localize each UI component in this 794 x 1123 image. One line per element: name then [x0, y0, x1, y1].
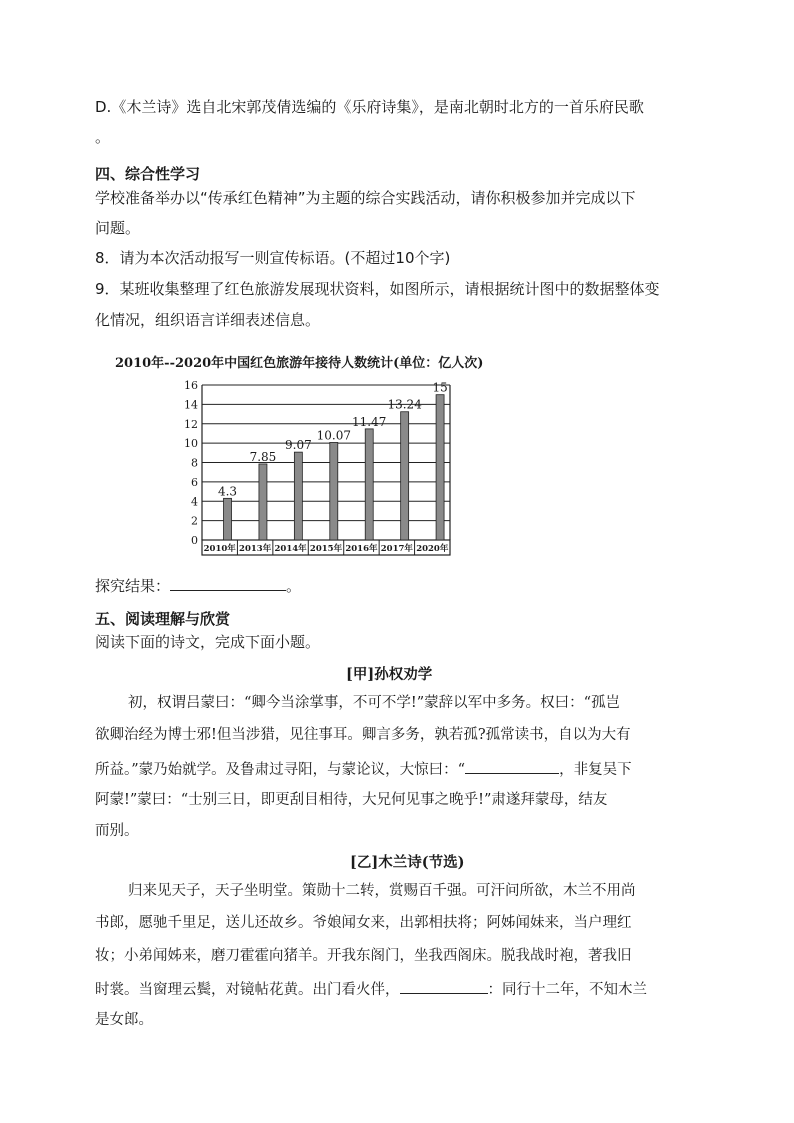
result-blank[interactable] — [170, 575, 286, 591]
passage-a-line-1: 初，权谓吕蒙曰：“卿今当涂掌事，不可不学!”蒙辞以军中多务。权曰：“孤岂 — [128, 695, 621, 711]
passage-b-line-1: 归来见天子，天子坐明堂。策勋十二转，赏赐百千强。可汗问所欲，木兰不用尚 — [128, 883, 636, 899]
passage-a-line-3 — [95, 758, 632, 780]
section-4-intro-1: 学校准备举办以“传承红色精神”为主题的综合实践活动，请你积极参加并完成以下 — [95, 189, 636, 207]
passage-b-line-2: 书郎，愿驰千里足，送儿还故乡。爷娘闻女来，出郭相扶将；阿姊闻妹来，当户理红 — [95, 915, 632, 931]
x-tick-label: 2015年 — [309, 544, 343, 554]
y-tick-label: 2 — [191, 514, 198, 528]
bar — [365, 429, 373, 540]
x-tick-label: 2016年 — [345, 544, 378, 554]
bar — [224, 498, 232, 540]
result-end: 。 — [286, 577, 302, 595]
data-label: 7.85 — [249, 449, 277, 464]
y-tick-label: 10 — [184, 437, 198, 451]
passage-b-line-4 — [95, 978, 647, 1000]
data-label: 11.47 — [352, 414, 387, 429]
y-tick-label: 0 — [191, 534, 198, 547]
data-label: 9.07 — [285, 438, 312, 453]
data-label: 13.24 — [387, 397, 422, 412]
option-d-line-2: 。 — [95, 128, 111, 146]
passage-b-line-4-text: 时裳。当窗理云鬓，对镜帖花黄。出门看火伴， — [95, 982, 400, 998]
y-tick-label: 6 — [191, 475, 198, 489]
passage-a-line-4: 阿蒙!”蒙曰：“士别三日，即更刮目相待，大兄何见事之晚乎!”肃遂拜蒙母，结友 — [95, 792, 608, 808]
bar — [294, 452, 302, 540]
question-9-line-2: 化情况，组织语言详细表述信息。 — [95, 311, 321, 329]
section-5-title: 五、阅读理解与欣赏 — [95, 610, 231, 628]
x-tick-label: 2013年 — [239, 544, 272, 554]
y-tick-label: 8 — [191, 456, 198, 470]
question-9-line-1: 9．某班收集整理了红色旅游发展现状资料，如图所示，请根据统计图中的数据整体变 — [95, 280, 660, 298]
passage-b-line-4-end: ：同行十二年，不知木兰 — [487, 982, 647, 998]
y-tick-label: 14 — [184, 398, 198, 412]
passage-a-line-2: 欲卿治经为博士邪!但当涉猎，见往事耳。卿言多务，孰若孤?孤常读书，自以为大有 — [95, 727, 631, 743]
x-tick-label: 2010年 — [203, 544, 236, 554]
passage-b-line-3: 妆；小弟闻姊来，磨刀霍霍向猪羊。开我东阁门，坐我西阁床。脱我战时袍，著我旧 — [95, 948, 632, 964]
passage-a-line-5: 而别。 — [95, 823, 139, 839]
data-label: 15 — [432, 380, 448, 395]
result-label: 探究结果： — [95, 577, 171, 595]
option-d-line-1: D.《木兰诗》选自北宋郭茂倩选编的《乐府诗集》，是南北朝时北方的一首乐府民歌 — [95, 98, 644, 116]
passage-a-title: [甲]孙权劝学 — [346, 666, 433, 683]
x-tick-label: 2017年 — [380, 544, 413, 554]
section-4-title: 四、综合性学习 — [95, 165, 201, 183]
bar — [401, 412, 409, 540]
bar-chart — [95, 340, 555, 565]
data-label: 4.3 — [217, 484, 238, 499]
result-line — [95, 575, 301, 596]
section-5-intro: 阅读下面的诗文，完成下面小题。 — [95, 633, 321, 651]
section-4-intro-2: 问题。 — [95, 219, 141, 237]
passage-b-blank[interactable] — [400, 978, 488, 994]
x-tick-label: 2020年 — [416, 544, 449, 554]
bar — [259, 464, 267, 540]
bar — [330, 442, 338, 540]
data-label: 10.07 — [316, 428, 351, 443]
y-tick-label: 12 — [184, 417, 198, 431]
passage-a-line-3-text: 所益。”蒙乃始就学。及鲁肃过寻阳，与蒙论议，大惊曰：“ — [95, 762, 466, 778]
passage-a-blank[interactable] — [465, 758, 559, 774]
chart-title: 2010年--2020年中国红色旅游年接待人数统计(单位：亿人次) — [115, 356, 484, 371]
passage-b-line-5: 是女郎。 — [95, 1012, 153, 1028]
passage-a-line-3-end: ，非复吴下 — [559, 762, 632, 778]
passage-b-title: [乙]木兰诗(节选) — [350, 854, 465, 871]
x-tick-label: 2014年 — [274, 544, 307, 554]
bar — [436, 395, 444, 540]
y-tick-label: 4 — [191, 495, 198, 509]
y-tick-label: 16 — [184, 379, 198, 392]
question-8: 8．请为本次活动报写一则宣传标语。(不超过10个字) — [95, 249, 451, 267]
